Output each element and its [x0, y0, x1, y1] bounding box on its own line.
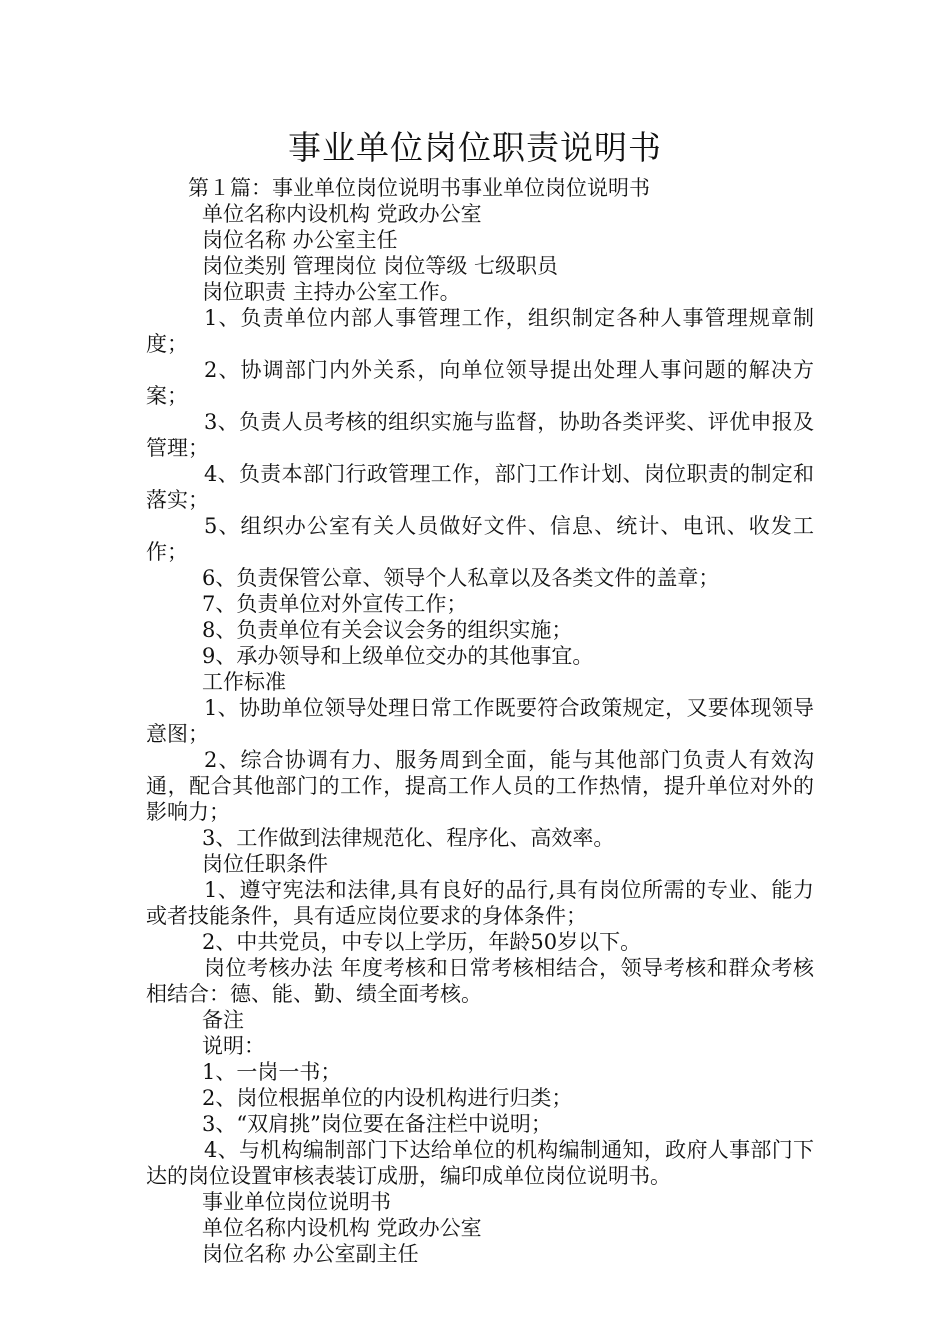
- paragraph-unit-name: 单位名称内设机构 党政办公室: [202, 202, 482, 226]
- paragraph-position-name: 岗位名称 办公室副主任: [202, 1242, 419, 1266]
- paragraph-duty-item: 5、组织办公室有关人员做好文件、信息、统计、电讯、收发工作；: [146, 514, 814, 564]
- paragraph-note-item: 4、与机构编制部门下达给单位的机构编制通知，政府人事部门下达的岗位设置审核表装订成册，编印成单位岗位说明书。: [146, 1138, 814, 1188]
- document-body: [146, 175, 814, 1267]
- paragraph-duty-item: 8、负责单位有关会议会务的组织实施；: [202, 618, 573, 642]
- paragraph-requirement-item: 2、中共党员，中专以上学历，年龄50岁以下。: [202, 930, 642, 954]
- paragraph-duty-item: 4、负责本部门行政管理工作，部门工作计划、岗位职责的制定和落实；: [146, 462, 814, 512]
- paragraph-duty-item: 6、负责保管公章、领导个人私章以及各类文件的盖章；: [202, 566, 720, 590]
- paragraph-position-category: 岗位类别 管理岗位 岗位等级 七级职员: [202, 254, 559, 278]
- paragraph-duty-item: 1、负责单位内部人事管理工作，组织制定各种人事管理规章制度；: [146, 306, 814, 356]
- paragraph-standard-item: 2、综合协调有力、服务周到全面，能与其他部门负责人有效沟通，配合其他部门的工作，提高工作人员的工作热情，提升单位对外的影响力；: [146, 748, 814, 824]
- paragraph-duty-item: 9、承办领导和上级单位交办的其他事宜。: [202, 644, 594, 668]
- paragraph-notes-heading: 说明：: [202, 1034, 265, 1058]
- paragraph-position-name: 岗位名称 办公室主任: [202, 228, 398, 252]
- paragraph-position-duty: 岗位职责 主持办公室工作。: [202, 280, 461, 304]
- paragraph-note-item: 1、一岗一书；: [202, 1060, 342, 1084]
- paragraph-standard-item: 1、协助单位领导处理日常工作既要符合政策规定，又要体现领导意图；: [146, 696, 814, 746]
- document-title: 事业单位岗位职责说明书: [288, 128, 662, 167]
- paragraph-chapter-heading: 第１篇：事业单位岗位说明书事业单位岗位说明书: [188, 176, 650, 200]
- paragraph-remarks: 备注: [202, 1008, 244, 1032]
- paragraph-standard-item: 3、工作做到法律规范化、程序化、高效率。: [202, 826, 615, 850]
- paragraph-requirement-item: 1、遵守宪法和法律,具有良好的品行,具有岗位所需的专业、能力或者技能条件，具有适应岗位要求的身体条件；: [146, 878, 814, 928]
- paragraph-duty-item: 2、协调部门内外关系，向单位领导提出处理人事问题的解决方案；: [146, 358, 814, 408]
- paragraph-duty-item: 7、负责单位对外宣传工作；: [202, 592, 468, 616]
- paragraph-note-item: 2、岗位根据单位的内设机构进行归类；: [202, 1086, 573, 1110]
- paragraph-unit-name: 单位名称内设机构 党政办公室: [202, 1216, 482, 1240]
- paragraph-section-heading: 岗位任职条件: [202, 852, 328, 876]
- paragraph-second-heading: 事业单位岗位说明书: [202, 1190, 391, 1214]
- paragraph-note-item: 3、“双肩挑”岗位要在备注栏中说明；: [202, 1112, 552, 1136]
- paragraph-section-heading: 工作标准: [202, 670, 286, 694]
- paragraph-assessment: 岗位考核办法 年度考核和日常考核相结合，领导考核和群众考核相结合：德、能、勤、绩全面考核。: [146, 956, 814, 1006]
- paragraph-duty-item: 3、负责人员考核的组织实施与监督，协助各类评奖、评优申报及管理；: [146, 410, 814, 460]
